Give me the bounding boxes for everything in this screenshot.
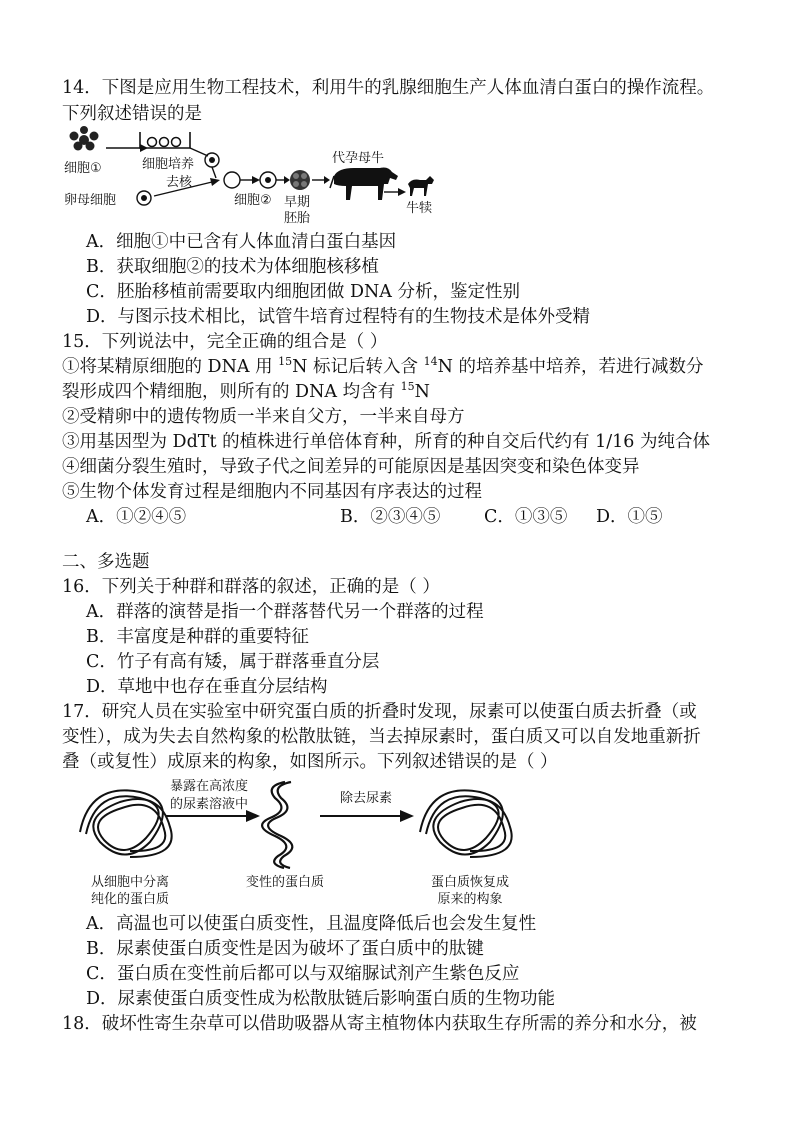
q14-stem-line1: 14．下图是应用生物工程技术，利用牛的乳腺细胞生产人体血清白蛋白的操作流程。 bbox=[62, 78, 715, 98]
q17-stem-line3: 叠（或复性）成原来的构象，如图所示。下列叙述错误的是（ ） bbox=[62, 752, 558, 772]
caption-refolded: 蛋白质恢复成 原来的构象 bbox=[430, 875, 509, 907]
q17-option-c: C．蛋白质在变性前后都可以与双缩脲试剂产生紫色反应 bbox=[86, 964, 520, 984]
cow-icon bbox=[330, 168, 398, 201]
refolded-protein-icon bbox=[420, 790, 512, 857]
arrow1-label-line2: 的尿素溶液中 bbox=[170, 797, 249, 812]
protein-folding-diagram bbox=[70, 772, 650, 872]
label-calf: 牛犊 bbox=[406, 201, 433, 216]
calf-icon bbox=[408, 176, 434, 196]
label-egg: 卵母细胞 bbox=[64, 193, 117, 208]
label-embryo-2: 胚胎 bbox=[284, 211, 311, 226]
q17-stem-line2: 变性），成为失去自然构象的松散肽链，当去掉尿素时，蛋白质又可以自发地重新折 bbox=[62, 727, 701, 747]
label-embryo-1: 早期 bbox=[284, 195, 311, 210]
q14-figure bbox=[62, 126, 442, 230]
q15-option-c: C．①③⑤ bbox=[484, 507, 568, 527]
label-cell2: 细胞② bbox=[234, 193, 272, 208]
caption-denatured: 变性的蛋白质 bbox=[245, 875, 324, 890]
q17-option-d: D．尿素使蛋白质变性成为松散肽链后影响蛋白质的生物功能 bbox=[86, 989, 556, 1009]
q17-option-a: A．高温也可以使蛋白质变性，且温度降低后也会发生复性 bbox=[86, 914, 537, 934]
q15-statement-5: ⑤生物个体发育过程是细胞内不同基因有序表达的过程 bbox=[62, 482, 482, 502]
native-protein-icon bbox=[80, 790, 172, 857]
q14-process-diagram bbox=[62, 126, 442, 230]
q15-statement-2: ②受精卵中的遗传物质一半来自父方，一半来自母方 bbox=[62, 407, 465, 427]
q15-statement-3: ③用基因型为 DdTt 的植株进行单倍体育种，所育的种自交后代约有 1/16 为纯合体 bbox=[62, 432, 710, 452]
q16-option-b: B．丰富度是种群的重要特征 bbox=[86, 627, 309, 647]
q15-option-d: D．①⑤ bbox=[596, 507, 663, 527]
q18-stem-line1: 18．破坏性寄生杂草可以借助吸器从寄主植物体内获取生存所需的养分和水分，被 bbox=[62, 1014, 697, 1034]
label-culture: 细胞培养 bbox=[142, 157, 195, 172]
q14-stem-line2: 下列叙述错误的是 bbox=[62, 104, 202, 124]
caption-native: 从细胞中分离 纯化的蛋白质 bbox=[90, 875, 169, 907]
q15-statement-1b: 裂形成四个精细胞，则所有的 DNA 均含有 $^{15}$N bbox=[62, 380, 430, 402]
label-cell1: 细胞① bbox=[64, 161, 102, 176]
arrow1-label-line1: 暴露在高浓度 bbox=[170, 779, 249, 794]
q15-statement-4: ④细菌分裂生殖时，导致子代之间差异的可能原因是基因突变和染色体变异 bbox=[62, 457, 640, 477]
label-enucleate: 去核 bbox=[166, 175, 193, 190]
nucleus-icon bbox=[205, 153, 219, 167]
q16-option-c: C．竹子有高有矮，属于群落垂直分层 bbox=[86, 652, 380, 672]
q14-option-d: D．与图示技术相比，试管牛培育过程特有的生物技术是体外受精 bbox=[86, 307, 591, 327]
early-embryo-icon bbox=[290, 170, 310, 190]
q14-option-c: C．胚胎移植前需要取内细胞团做 DNA 分析，鉴定性别 bbox=[86, 282, 520, 302]
cell2-icon bbox=[224, 172, 240, 188]
arrow2-label: 除去尿素 bbox=[340, 791, 393, 806]
q15-statement-1a: ①将某精原细胞的 DNA 用 $^{15}$N 标记后转入含 $^{14}$N 的培养基中培养，若进行减数分 bbox=[62, 355, 704, 377]
q14-option-a: A．细胞①中已含有人体血清白蛋白基因 bbox=[86, 232, 397, 252]
q15-stem: 15．下列说法中，完全正确的组合是（ ） bbox=[62, 332, 388, 352]
q17-stem-line1: 17．研究人员在实验室中研究蛋白质的折叠时发现，尿素可以使蛋白质去折叠（或 bbox=[62, 702, 697, 722]
q15-option-b: B．②③④⑤ bbox=[340, 507, 441, 527]
q14-option-b: B．获取细胞②的技术为体细胞核移植 bbox=[86, 257, 379, 277]
section-title: 二、多选题 bbox=[62, 552, 150, 572]
culture-dish-icon bbox=[140, 132, 190, 148]
q16-option-a: A．群落的演替是指一个群落替代另一个群落的过程 bbox=[86, 602, 484, 622]
q16-option-d: D．草地中也存在垂直分层结构 bbox=[86, 677, 328, 697]
q16-stem: 16．下列关于种群和群落的叙述，正确的是（ ） bbox=[62, 577, 440, 597]
q17-option-b: B．尿素使蛋白质变性是因为破坏了蛋白质中的肽键 bbox=[86, 939, 484, 959]
denatured-protein-icon bbox=[262, 782, 286, 868]
label-surrogate: 代孕母牛 bbox=[332, 151, 385, 166]
q17-figure bbox=[70, 772, 650, 910]
q15-option-a: A．①②④⑤ bbox=[86, 507, 187, 527]
cell-cluster-icon bbox=[70, 126, 99, 151]
